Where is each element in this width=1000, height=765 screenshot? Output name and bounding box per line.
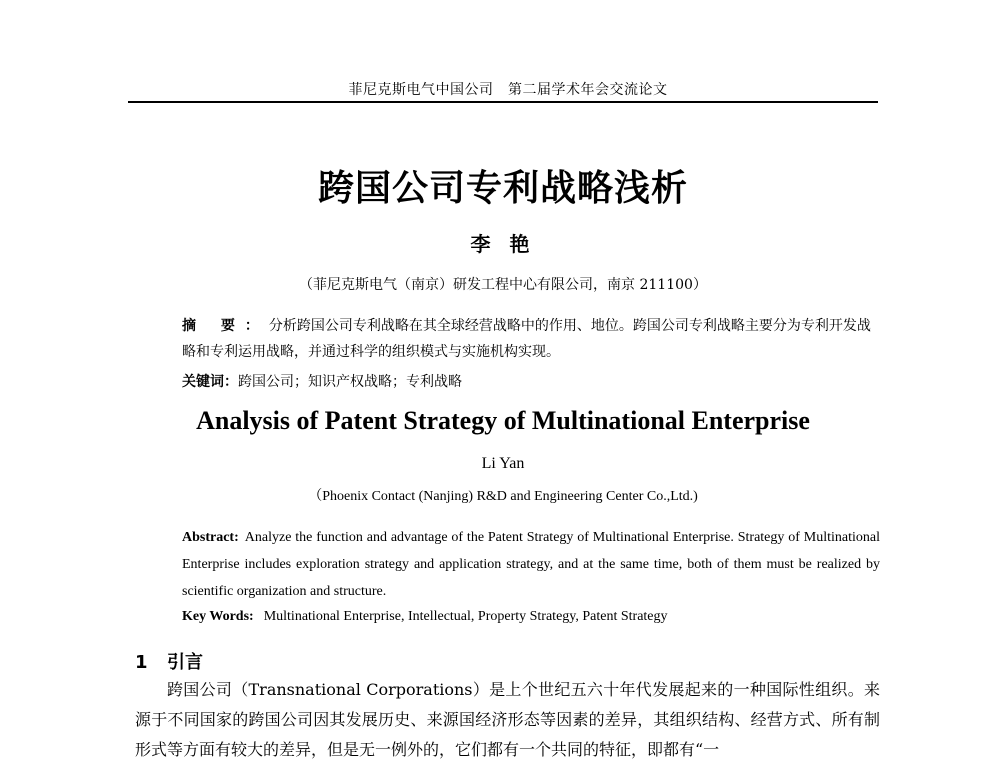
- paragraph: 跨国公司（Transnational Corporations）是上个世纪五六十年代发展起来的一种国际性组织。来源于不同国家的跨国公司因其发展历史、来源国经济形态等因素的差异，其组织结构、经营方式、所有制形式等方面有较大的差异，但是无一例外的，它们都有一个共同的特征，即都有“一: [135, 680, 880, 759]
- affiliation-en: （Phoenix Contact (Nanjing) R&D and Engineering Center Co.,Ltd.): [308, 489, 698, 504]
- keywords-cn-text: 跨国公司；知识产权战略；专利战略: [238, 374, 462, 390]
- section-body: [135, 675, 880, 765]
- section-title: 引言: [167, 652, 203, 673]
- abstract-cn-text: 分析跨国公司专利战略在其全球经营战略中的作用、地位。跨国公司专利战略主要分为专利开发战略和专利运用战略，并通过科学的组织模式与实施机构实现。: [182, 318, 871, 360]
- affiliation-cn: （菲尼克斯电气（南京）研发工程中心有限公司，南京 211100）: [299, 277, 707, 293]
- keywords-en-text: Multinational Enterprise, Intellectual, Property Strategy, Patent Strategy: [263, 609, 668, 624]
- section-heading: [135, 648, 435, 674]
- abstract-en: [182, 524, 880, 605]
- abstract-cn-label: 摘 要：: [182, 318, 269, 334]
- abstract-en-label: Abstract:: [182, 530, 239, 545]
- paper-title-cn: 跨国公司专利战略浅析: [317, 168, 688, 209]
- author-cn: 李 艳: [470, 232, 536, 256]
- paper-title-en: Analysis of Patent Strategy of Multinational Enterprise: [196, 406, 810, 435]
- abstract-en-text: Analyze the function and advantage of the Patent Strategy of Multinational Enterprise. Strategy of Multinational Enterprise includes exploration strategy and application strategy, and at the same time, both of them must be realized by scientific organization and structure.: [182, 530, 880, 599]
- keywords-en: [182, 606, 880, 628]
- header-rule: [128, 101, 878, 103]
- abstract-cn: [182, 313, 882, 365]
- keywords-cn-label: 关键词：: [182, 374, 238, 390]
- keywords-cn: [182, 371, 882, 393]
- running-header: 菲尼克斯电气中国公司 第二届学术年会交流论文: [348, 82, 668, 98]
- author-en: Li Yan: [481, 455, 525, 472]
- keywords-en-label: Key Words:: [182, 609, 254, 624]
- section-number: 1: [135, 652, 148, 673]
